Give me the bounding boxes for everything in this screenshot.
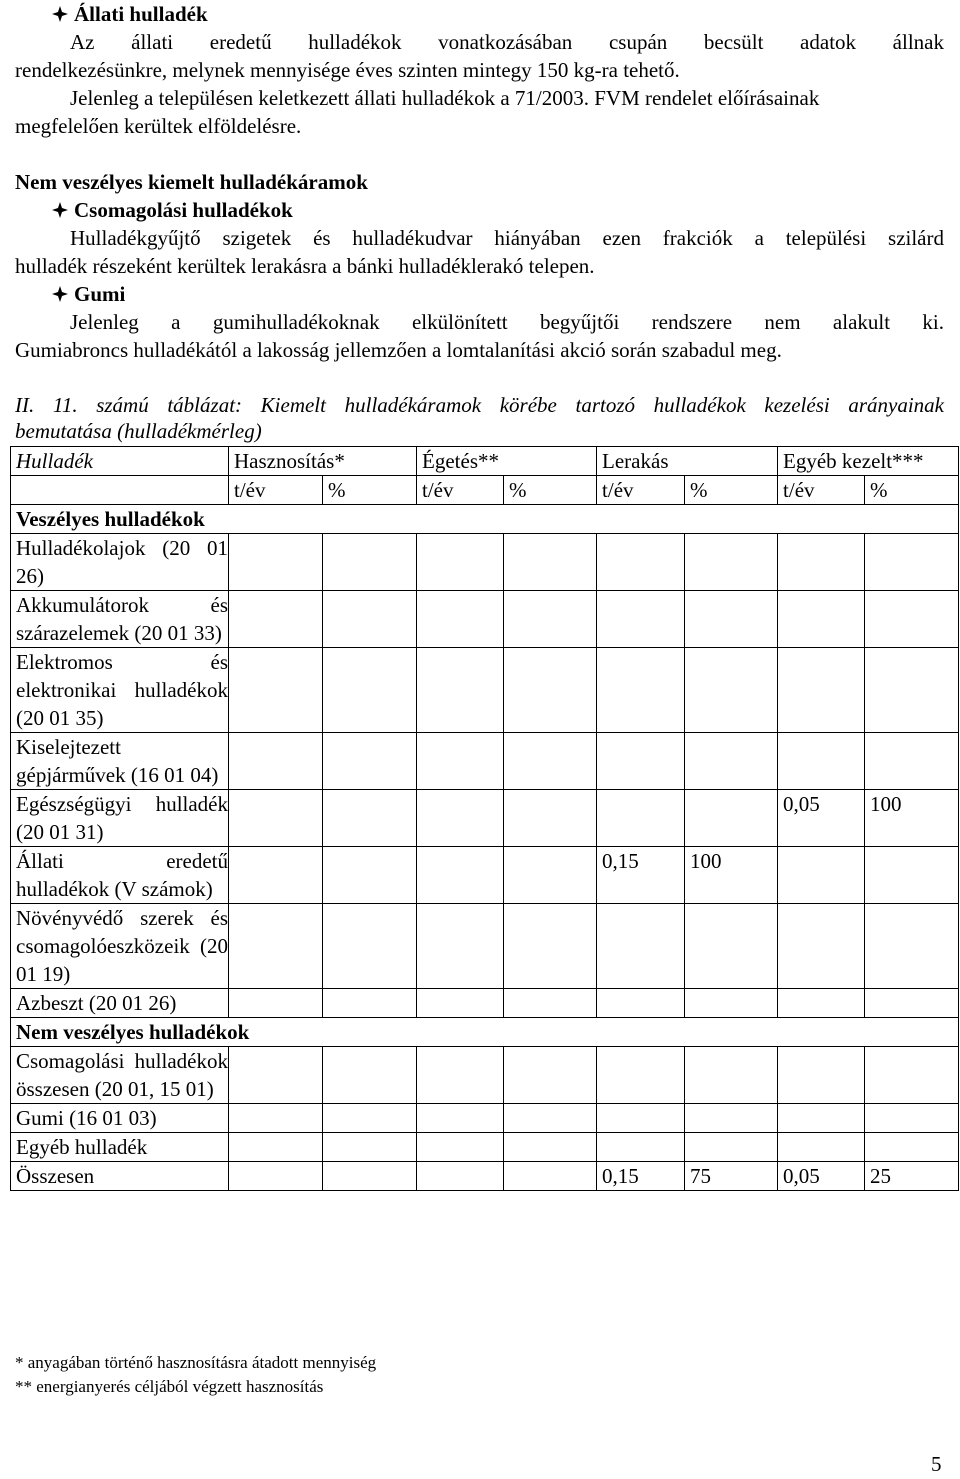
value-cell — [229, 790, 323, 847]
value-cell — [504, 733, 597, 790]
value-cell — [323, 591, 417, 648]
gumi-heading: Gumi — [52, 282, 125, 307]
value-cell — [778, 1104, 865, 1133]
value-cell — [597, 790, 685, 847]
value-cell — [323, 790, 417, 847]
value-cell — [229, 534, 323, 591]
value-cell — [778, 1047, 865, 1104]
row-name-cell: Kiselejtezett gépjárművek (16 01 04) — [11, 733, 229, 790]
row-name-cell: Egyéb hulladék — [11, 1133, 229, 1162]
value-cell — [417, 1133, 504, 1162]
footnote-1: * anyagában történő hasznosításra átadott mennyiség — [15, 1353, 377, 1372]
unit-cell: t/év — [778, 476, 865, 505]
value-cell — [323, 989, 417, 1018]
value-cell — [685, 1047, 778, 1104]
gumi-line-1: Jelenleg a gumihulladékoknak elkülönített begyűjtői rendszere nem alakult ki. — [70, 310, 944, 334]
value-cell — [229, 591, 323, 648]
value-cell — [417, 790, 504, 847]
row-name-cell: Növényvédő szerek és csomagolóeszközeik (20 01 19) — [11, 904, 229, 989]
row-name-cell: Hulladékolajok (20 01 26) — [11, 534, 229, 591]
unit-cell: t/év — [597, 476, 685, 505]
value-cell — [323, 733, 417, 790]
value-cell — [597, 648, 685, 733]
value-cell — [778, 648, 865, 733]
table-row — [11, 1162, 959, 1191]
value-cell — [778, 989, 865, 1018]
table-group-row — [11, 505, 959, 534]
diamond-bullet-icon — [52, 2, 74, 27]
csomagolasi-line-1: Hulladékgyűjtő szigetek és hulladékudvar hiányában ezen frakciók a települési szilárd — [70, 226, 944, 250]
value-cell — [229, 1104, 323, 1133]
table-row — [11, 648, 959, 733]
value-cell — [417, 1047, 504, 1104]
allati-line-1: Az állati eredetű hulladékok vonatkozásában csupán becsült adatok állnak — [70, 30, 944, 54]
csomagolasi-heading: Csomagolási hulladékok — [52, 198, 293, 223]
value-cell — [865, 847, 959, 904]
row-name-cell: Állati eredetű hulladékok (V számok) — [11, 847, 229, 904]
value-cell — [229, 847, 323, 904]
value-cell — [417, 1162, 504, 1191]
footnote-2: ** energianyerés céljából végzett hasznosítás — [15, 1377, 324, 1396]
value-cell — [229, 989, 323, 1018]
value-cell — [417, 648, 504, 733]
table-row — [11, 1104, 959, 1133]
value-cell — [417, 1104, 504, 1133]
value-cell — [229, 904, 323, 989]
value-cell — [504, 847, 597, 904]
value-cell: 25 — [865, 1162, 959, 1191]
value-cell — [597, 733, 685, 790]
value-cell — [778, 591, 865, 648]
value-cell — [504, 1104, 597, 1133]
value-cell — [417, 733, 504, 790]
unit-cell: t/év — [229, 476, 323, 505]
value-cell — [865, 904, 959, 989]
unit-cell: % — [504, 476, 597, 505]
value-cell — [865, 1133, 959, 1162]
value-cell — [597, 534, 685, 591]
value-cell — [229, 648, 323, 733]
value-cell — [504, 1162, 597, 1191]
table-row — [11, 847, 959, 904]
allati-line-3: Jelenleg a településen keletkezett állati hulladékok a 71/2003. FVM rendelet előírásainak — [70, 86, 820, 110]
value-cell — [778, 1133, 865, 1162]
value-cell: 0,05 — [778, 1162, 865, 1191]
gumi-line-2: Gumiabroncs hulladékától a lakosság jellemzően a lomtalanítási akció során szabadul meg. — [15, 338, 782, 362]
value-cell — [778, 847, 865, 904]
value-cell: 100 — [685, 847, 778, 904]
table-row — [11, 904, 959, 989]
value-cell — [229, 1047, 323, 1104]
value-cell — [504, 534, 597, 591]
value-cell — [417, 989, 504, 1018]
value-cell — [323, 1133, 417, 1162]
table-row — [11, 790, 959, 847]
table-row — [11, 1047, 959, 1104]
value-cell: 0,15 — [597, 847, 685, 904]
table-header-row — [11, 447, 959, 476]
row-name-cell: Elektromos és elektronikai hulladékok (20 01 35) — [11, 648, 229, 733]
value-cell — [685, 591, 778, 648]
unit-cell: % — [323, 476, 417, 505]
value-cell: 0,05 — [778, 790, 865, 847]
row-name-cell: Csomagolási hulladékok összesen (20 01, 15 01) — [11, 1047, 229, 1104]
value-cell — [323, 1162, 417, 1191]
value-cell: 100 — [865, 790, 959, 847]
table-caption-line-1: II. 11. számú táblázat: Kiemelt hulladékáramok körébe tartozó hulladékok kezelési arányainak — [15, 393, 944, 417]
value-cell — [778, 904, 865, 989]
value-cell — [323, 534, 417, 591]
page-number: 5 — [931, 1452, 942, 1476]
value-cell — [778, 534, 865, 591]
value-cell — [323, 1104, 417, 1133]
value-cell — [597, 1133, 685, 1162]
table-caption-line-2: bemutatása (hulladékmérleg) — [15, 419, 262, 443]
value-cell — [865, 733, 959, 790]
table-row — [11, 989, 959, 1018]
table-row — [11, 534, 959, 591]
value-cell — [504, 790, 597, 847]
value-cell — [685, 648, 778, 733]
value-cell — [323, 904, 417, 989]
header-egetes: Égetés** — [417, 447, 597, 476]
value-cell — [229, 733, 323, 790]
row-name-cell: Egészségügyi hulladék (20 01 31) — [11, 790, 229, 847]
value-cell — [417, 534, 504, 591]
value-cell — [685, 989, 778, 1018]
value-cell — [323, 847, 417, 904]
header-lerakas: Lerakás — [597, 447, 778, 476]
value-cell — [685, 1133, 778, 1162]
value-cell — [597, 1104, 685, 1133]
value-cell — [229, 1133, 323, 1162]
value-cell — [865, 591, 959, 648]
value-cell — [417, 847, 504, 904]
allati-line-4: megfelelően kerültek elföldelésre. — [15, 114, 302, 138]
allati-heading: Állati hulladék — [52, 2, 208, 27]
table-units-row — [11, 476, 959, 505]
allati-line-2: rendelkezésünkre, melynek mennyisége éves szinten mintegy 150 kg-ra tehető. — [15, 58, 680, 82]
units-empty-cell — [11, 476, 229, 505]
value-cell — [504, 1047, 597, 1104]
header-egyeb: Egyéb kezelt*** — [778, 447, 959, 476]
unit-cell: t/év — [417, 476, 504, 505]
row-name-cell: Azbeszt (20 01 26) — [11, 989, 229, 1018]
hulladekmerleg-table — [10, 446, 959, 1191]
value-cell — [504, 904, 597, 989]
value-cell — [778, 733, 865, 790]
value-cell — [229, 1162, 323, 1191]
value-cell — [597, 904, 685, 989]
value-cell — [504, 591, 597, 648]
group-label: Veszélyes hulladékok — [11, 505, 959, 534]
unit-cell: % — [865, 476, 959, 505]
value-cell — [504, 1133, 597, 1162]
value-cell — [323, 1047, 417, 1104]
table-row — [11, 733, 959, 790]
header-hasznositas: Hasznosítás* — [229, 447, 417, 476]
table-row — [11, 1133, 959, 1162]
value-cell — [417, 591, 504, 648]
value-cell — [685, 790, 778, 847]
unit-cell: % — [685, 476, 778, 505]
value-cell — [685, 733, 778, 790]
diamond-bullet-icon — [52, 282, 74, 307]
value-cell — [504, 989, 597, 1018]
nem-veszelyes-heading: Nem veszélyes kiemelt hulladékáramok — [15, 170, 368, 194]
header-hulladek: Hulladék — [11, 447, 229, 476]
value-cell — [597, 1047, 685, 1104]
value-cell — [323, 648, 417, 733]
diamond-bullet-icon — [52, 198, 74, 223]
table-row — [11, 591, 959, 648]
group-label: Nem veszélyes hulladékok — [11, 1018, 959, 1047]
value-cell — [865, 989, 959, 1018]
row-name-cell: Akkumulátorok és szárazelemek (20 01 33) — [11, 591, 229, 648]
value-cell: 75 — [685, 1162, 778, 1191]
row-name-cell: Gumi (16 01 03) — [11, 1104, 229, 1133]
value-cell — [865, 648, 959, 733]
value-cell — [865, 534, 959, 591]
value-cell — [865, 1047, 959, 1104]
table-group-row — [11, 1018, 959, 1047]
value-cell — [417, 904, 504, 989]
value-cell — [685, 534, 778, 591]
value-cell — [685, 1104, 778, 1133]
value-cell — [865, 1104, 959, 1133]
csomagolasi-line-2: hulladék részeként kerültek lerakásra a bánki hulladéklerakó telepen. — [15, 254, 595, 278]
value-cell — [597, 989, 685, 1018]
row-name-cell: Összesen — [11, 1162, 229, 1191]
value-cell — [685, 904, 778, 989]
value-cell: 0,15 — [597, 1162, 685, 1191]
value-cell — [504, 648, 597, 733]
value-cell — [597, 591, 685, 648]
